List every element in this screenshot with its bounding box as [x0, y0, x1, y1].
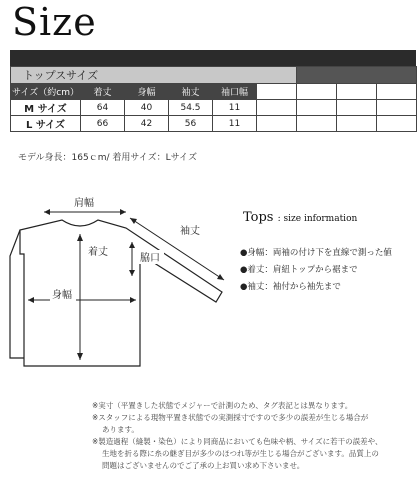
- cell-length: 66: [81, 116, 125, 132]
- cell-length: 64: [81, 100, 125, 116]
- garment-outline-sleeve-left: [10, 230, 24, 358]
- col-header-size: サイズ（約cm）: [11, 84, 81, 100]
- col-header-sleeve: 袖丈: [169, 84, 213, 100]
- tops-heading: [243, 210, 357, 225]
- note-line: ※実寸（平置きした状態でメジャーで計測のため、タグ表記とは異なります。: [92, 401, 353, 410]
- cell-width: 40: [125, 100, 169, 116]
- row-label: L サイズ: [11, 116, 81, 132]
- col-header-width: 身幅: [125, 84, 169, 100]
- cell-empty: [337, 116, 377, 132]
- note-line: 問題はございませんのでご了承の上お買い求め下さいませ。: [102, 461, 305, 470]
- note-line: ※スタッフによる現物平置き状態での実測採寸ですので多少の誤差が生じる場合が: [92, 413, 369, 422]
- tops-subtitle: : size information: [277, 214, 358, 224]
- header-bar: [10, 50, 416, 66]
- list-item: ●袖丈：袖付から袖先まで: [240, 282, 341, 292]
- label-length: 着丈: [88, 247, 108, 258]
- note-line: 生地を折る際に糸の継ぎ目が多少のほつれ等が生じる場合がございます。品質上の: [102, 449, 379, 458]
- cell-sleeve: 54.5: [169, 100, 213, 116]
- cell-width: 42: [125, 116, 169, 132]
- col-header-cuff: 袖口幅: [213, 84, 257, 100]
- label-sleeve: 袖丈: [180, 226, 200, 237]
- cell-cuff: 11: [213, 100, 257, 116]
- list-item: ●着丈：肩紐トップから裾まで: [240, 265, 358, 275]
- table-band-dark: [297, 67, 417, 84]
- label-width: 身幅: [52, 290, 72, 301]
- note-line: ※製造過程（縫製・染色）により同商品においても色味や柄、サイズに若干の誤差や、: [92, 437, 383, 446]
- list-item: ●身幅：両袖の付け下を直線で測った値: [240, 248, 392, 258]
- col-header-length: 着丈: [81, 84, 125, 100]
- row-label: M サイズ: [11, 100, 81, 116]
- label-shoulder: 肩幅: [74, 198, 94, 209]
- col-header-empty: [257, 84, 297, 100]
- label-cuff: 脇口: [140, 253, 160, 264]
- col-header-empty: [297, 84, 337, 100]
- cell-empty: [257, 100, 297, 116]
- cell-cuff: 11: [213, 116, 257, 132]
- cell-empty: [257, 116, 297, 132]
- table-band-label: トップスサイズ: [11, 67, 297, 84]
- tops-title: Tops: [243, 210, 274, 225]
- size-table: [10, 66, 417, 132]
- garment-diagram: [0, 190, 235, 390]
- cell-empty: [337, 100, 377, 116]
- col-header-empty: [337, 84, 377, 100]
- cell-empty: [377, 100, 417, 116]
- cell-empty: [297, 116, 337, 132]
- model-info: モデル身長：165ｃm/ 着用サイズ：Lサイズ: [18, 153, 197, 163]
- page-title: Size: [12, 0, 97, 44]
- cell-sleeve: 56: [169, 116, 213, 132]
- measurement-list: [240, 245, 392, 296]
- table-header-row: [11, 84, 417, 100]
- table-row: [11, 100, 417, 116]
- sleeve-arrow: [130, 218, 224, 280]
- table-row: [11, 116, 417, 132]
- cell-empty: [297, 100, 337, 116]
- note-line: あります。: [102, 425, 139, 434]
- notes: [92, 400, 412, 472]
- col-header-empty: [377, 84, 417, 100]
- cell-empty: [377, 116, 417, 132]
